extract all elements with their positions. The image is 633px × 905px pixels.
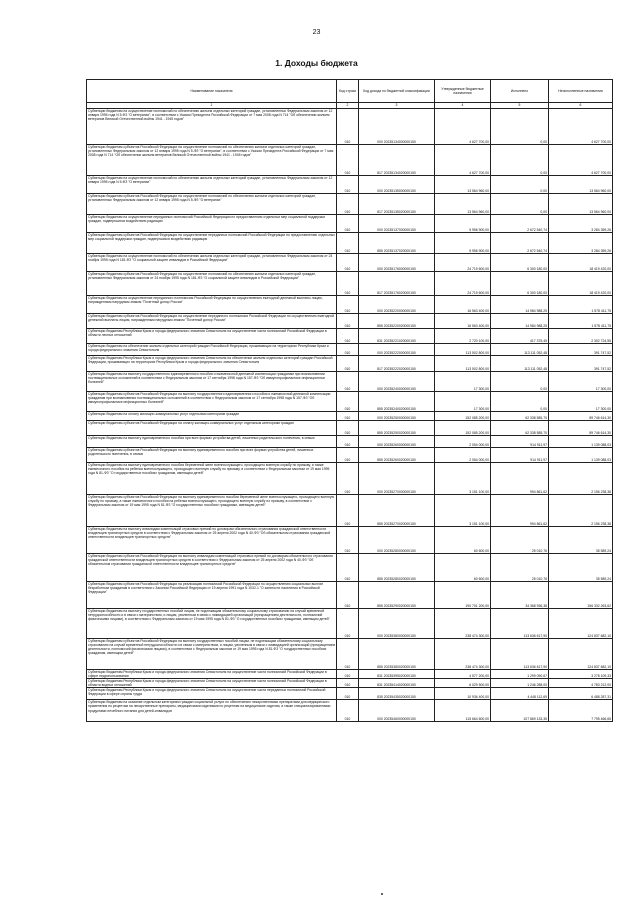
table-row: [87, 527, 613, 554]
row-budget-code: 835 20235435020000150: [359, 688, 435, 700]
row-approved: 13 564 960,00: [435, 176, 491, 194]
row-budget-code: 855 20235250020000150: [359, 421, 435, 436]
row-budget-code: 000 20235270000000150: [359, 463, 435, 495]
row-budget-code: 000 20235176000000150: [359, 254, 435, 272]
row-name: Субвенции бюджетам на осуществление переданного полномочия Российской Федерации по осуществлению ежегодной денежной выплаты лицам, награжденным нагрудным знаком "Почетный донор России": [87, 296, 337, 314]
row-executed: 107 869 133,35: [491, 700, 549, 722]
row-budget-code: 000 20235240000000150: [359, 372, 435, 392]
row-executed: 113 111 052,48: [491, 356, 549, 372]
row-line-code: 010: [337, 679, 359, 688]
row-unexecuted: 17 300,00: [549, 392, 613, 412]
row-line-code: 010: [337, 314, 359, 329]
table-row: [87, 392, 613, 412]
row-approved: 16 563 400,00: [435, 296, 491, 314]
table-row: [87, 194, 613, 215]
row-name: Субвенции бюджетам субъектов Российской Федерации на осуществление полномочий по обеспечению жильем отдельных категорий граждан, установленных Федеральным законом от 12 января 1995 года N 5-ФЗ "О ветеранах", в соответствии с Указом Президента Российской Федерации от 7 мая 2008 года N 714 "Об обеспечении жильем ветеранов Великой Отечественной войны 1941 - 1945 годов": [87, 145, 337, 176]
row-approved: 5 956 900,00: [435, 233, 491, 254]
row-budget-code: 817 20235176020000150: [359, 272, 435, 296]
row-budget-code: 000 20235137000000150: [359, 215, 435, 233]
row-name: Субвенции бюджетам Республики Крым и города федерального значения Севастополя на обеспечение жильем отдельных категорий граждан Российской Федерации, проживающих на территориях Республики Крым и города федерального значения Севастополя: [87, 356, 337, 372]
table-row: [87, 412, 613, 421]
row-unexecuted: 124 837 682,10: [549, 639, 613, 670]
row-line-code: 010: [337, 233, 359, 254]
row-line-code: 010: [337, 344, 359, 356]
table-row: [87, 700, 613, 722]
table-row: [87, 215, 613, 233]
table-row: [87, 272, 613, 296]
row-unexecuted: 4 627 700,00: [549, 145, 613, 176]
row-name: Субвенции бюджетам субъектов Российской Федерации на реализацию полномочий Российской Федерации по осуществлению социальных выплат безработным гражданам в соответствии с Законом Российской Федерации от 19 апреля 1991 года N 1032-1 "О занятости населения в Российской Федерации": [87, 582, 337, 609]
row-executed: 113 636 617,90: [491, 609, 549, 639]
row-name: Субвенции бюджетам субъектов Российской Федерации на выплату единовременного пособия при всех формах устройства детей, лишенных родительского попечения, в семью: [87, 448, 337, 463]
row-line-code: 010: [337, 272, 359, 296]
row-approved: 113 502 800,00: [435, 344, 491, 356]
row-budget-code: 000 20235135000000150: [359, 176, 435, 194]
header-line-code: Код строки: [337, 80, 359, 103]
row-approved: 60 600,00: [435, 527, 491, 554]
header-budget-code: Код дохода по бюджетной классификации: [359, 80, 435, 103]
table-row: [87, 639, 613, 670]
row-line-code: 010: [337, 109, 359, 145]
row-unexecuted: 2 156 238,38: [549, 495, 613, 527]
row-line-code: 010: [337, 412, 359, 421]
column-number: 1: [87, 103, 337, 109]
row-unexecuted: 2 156 238,38: [549, 463, 613, 495]
row-unexecuted: 3 284 359,26: [549, 233, 613, 254]
row-executed: 113 636 617,90: [491, 639, 549, 670]
row-line-code: 010: [337, 448, 359, 463]
row-line-code: 010: [337, 356, 359, 372]
row-line-code: 010: [337, 463, 359, 495]
row-budget-code: 831 20235414020000150: [359, 679, 435, 688]
table-row: [87, 582, 613, 609]
row-approved: 13 564 960,00: [435, 194, 491, 215]
table-row: [87, 314, 613, 329]
table-row: [87, 233, 613, 254]
column-number: 2: [337, 103, 359, 109]
row-approved: 6 029 500,00: [435, 679, 491, 688]
row-unexecuted: 89 746 614,30: [549, 412, 613, 421]
row-name: Субвенции бюджетам на обеспечение жильем отдельных категорий граждан Российской Федерации, проживающих на территориях Республики Крым и города федерального значения Севастополя: [87, 344, 337, 356]
row-unexecuted: 2 302 724,55: [549, 329, 613, 344]
row-unexecuted: 3 278 109,33: [549, 670, 613, 679]
row-executed: 14 984 988,25: [491, 314, 549, 329]
row-executed: 417 375,45: [491, 329, 549, 344]
row-executed: 14 984 988,25: [491, 296, 549, 314]
row-name: Субвенции бюджетам Республики Крым и города федерального значения Севастополя на осуществление части полномочий Российской Федерации в области водных отношений: [87, 679, 337, 688]
row-name: Субвенции бюджетам на выплату единовременного пособия беременной жене военнослужащего, проходящего военную службу по призыву, а также ежемесячного пособия на ребенка военнослужащего, проходящего военную службу по призыву, в соответствии с Федеральным законом от 19 мая 1995 года N 81-ФЗ "О государственных пособиях гражданам, имеющим детей": [87, 463, 337, 495]
row-unexecuted: 391 747,52: [549, 356, 613, 372]
row-name: Субвенции бюджетам Республики Крым и города федерального значения Севастополя на осуществление части переданных полномочий Российской Федерации в сфере охраны труда: [87, 688, 337, 700]
row-unexecuted: 13 564 960,00: [549, 176, 613, 194]
row-name: Субвенции бюджетам на осуществление полномочий по обеспечению жильем отдельных категорий граждан, установленных Федеральным законом от 12 января 1995 года N 5-ФЗ "О ветеранах": [87, 176, 337, 194]
row-executed: 994 861,62: [491, 463, 549, 495]
row-approved: 238 474 300,00: [435, 609, 491, 639]
row-executed: 1 299 090,67: [491, 670, 549, 679]
row-unexecuted: 4 783 212,00: [549, 679, 613, 688]
row-line-code: 010: [337, 495, 359, 527]
row-executed: 6 300 180,00: [491, 272, 549, 296]
row-name: Субвенции бюджетам субъектов Российской Федерации на выплату инвалидам компенсаций страховых премий по договорам обязательного страхования гражданской ответственности владельцев транспортных средств в соответствии с Федеральным законом от 25 апреля 2002 года N 40-ФЗ "Об обязательном страховании гражданской ответственности владельцев транспортных средств": [87, 554, 337, 582]
row-line-code: 010: [337, 609, 359, 639]
table-row: [87, 109, 613, 145]
row-budget-code: 855 20235240020000150: [359, 392, 435, 412]
row-line-code: 010: [337, 145, 359, 176]
row-executed: 4 448 112,69: [491, 688, 549, 700]
page-number: 23: [312, 29, 321, 36]
row-unexecuted: 3 284 359,26: [549, 215, 613, 233]
row-executed: 0,00: [491, 372, 549, 392]
row-line-code: 010: [337, 582, 359, 609]
budget-income-table: [86, 79, 613, 722]
row-executed: 914 911,97: [491, 448, 549, 463]
row-unexecuted: 124 837 682,10: [549, 609, 613, 639]
table-row: [87, 145, 613, 176]
row-name: Субвенции бюджетам на оплату жилищно-коммунальных услуг отдельным категориям граждан: [87, 412, 337, 421]
header-unexecuted: Неисполненные назначения: [549, 80, 613, 103]
table-row: [87, 495, 613, 527]
row-name: Субвенции бюджетам на выплату государственных пособий лицам, не подлежащим обязательному социальному страхованию на случай временной нетрудоспособности и в связи с материнством, и лицам, уволенным в связи с ликвидацией организаций (прекращением деятельности, полномочий физическими лицами), в соответствии с Федеральным законом от 19 мая 1995 года N 81-ФЗ "О государственных пособиях гражданам, имеющим детей": [87, 609, 337, 639]
row-name: Субвенции бюджетам субъектов Российской Федерации на оплату жилищно-коммунальных услуг отдельным категориям граждан: [87, 421, 337, 436]
row-executed: 25 010,76: [491, 527, 549, 554]
row-budget-code: 000 20235222000000150: [359, 344, 435, 356]
row-name: Субвенции бюджетам на оказание отдельным категориям граждан социальной услуги по обеспечению лекарственными препаратами для медицинского применения по рецептам на лекарственные препараты, медицинскими изделиями по рецептам на медицинские изделия, а также специализированными продуктами лечебного питания для детей-инвалидов: [87, 700, 337, 722]
table-row: [87, 670, 613, 679]
row-executed: 0,00: [491, 194, 549, 215]
row-budget-code: 855 20235280020000150: [359, 554, 435, 582]
row-executed: 2 672 540,74: [491, 233, 549, 254]
table-row: [87, 254, 613, 272]
row-approved: 10 936 400,00: [435, 688, 491, 700]
row-approved: 24 719 600,00: [435, 272, 491, 296]
row-line-code: 010: [337, 254, 359, 272]
row-name: Субвенции бюджетам субъектов Российской Федерации на осуществление переданного полномочия Российской Федерации по осуществлению ежегодной денежной выплаты лицам, награжденным нагрудным знаком "Почетный донор России": [87, 314, 337, 329]
table-row: [87, 176, 613, 194]
table-row: [87, 448, 613, 463]
row-approved: 113 502 800,00: [435, 356, 491, 372]
header-executed: Исполнено: [491, 80, 549, 103]
row-name: Субвенции бюджетам субъектов Российской Федерации на осуществление переданных полномочий Российской Федерации по предоставлению отдельных мер социальной поддержки граждан, подвергшихся воздействию радиации: [87, 233, 337, 254]
row-approved: 115 664 600,00: [435, 700, 491, 722]
row-executed: 1 246 288,00: [491, 679, 549, 688]
row-unexecuted: 391 747,52: [549, 344, 613, 356]
row-line-code: 010: [337, 176, 359, 194]
table-row: [87, 421, 613, 436]
table-row: [87, 372, 613, 392]
row-approved: 24 719 600,00: [435, 254, 491, 272]
row-executed: 62 338 585,70: [491, 412, 549, 421]
row-name: Субвенции бюджетам субъектов Российской Федерации на выплату государственных пособий лицам, не подлежащим обязательному социальному страхованию на случай временной нетрудоспособности и в связи с материнством, и лицам, уволенным в связи с ликвидацией организаций (прекращением деятельности, полномочий физическими лицами), в соответствии с Федеральным законом от 19 мая 1995 года N 81-ФЗ "О государственных пособиях гражданам, имеющим детей": [87, 639, 337, 670]
row-executed: 0,00: [491, 392, 549, 412]
row-approved: 152 085 200,00: [435, 412, 491, 421]
row-executed: 25 010,76: [491, 554, 549, 582]
row-budget-code: 000 20235220000000150: [359, 296, 435, 314]
row-unexecuted: 6 488 287,31: [549, 688, 613, 700]
row-budget-code: 000 20235380000000150: [359, 609, 435, 639]
scan-mark: [381, 893, 383, 895]
row-executed: 2 672 540,74: [491, 215, 549, 233]
row-approved: 60 600,00: [435, 554, 491, 582]
row-unexecuted: 1 578 411,75: [549, 314, 613, 329]
row-line-code: 010: [337, 527, 359, 554]
row-line-code: 010: [337, 670, 359, 679]
table-row: [87, 609, 613, 639]
table-row: [87, 329, 613, 344]
row-line-code: 010: [337, 329, 359, 344]
row-unexecuted: 1 578 411,75: [549, 296, 613, 314]
row-line-code: 010: [337, 688, 359, 700]
row-executed: 0,00: [491, 109, 549, 145]
header-name: Наименование показателя: [87, 80, 337, 103]
row-unexecuted: 17 300,00: [549, 372, 613, 392]
row-unexecuted: 89 746 614,30: [549, 421, 613, 436]
table-row: [87, 436, 613, 448]
row-approved: 238 474 300,00: [435, 639, 491, 670]
row-unexecuted: 1 139 088,03: [549, 448, 613, 463]
row-name: Субвенции бюджетам на выплату единовременного пособия при всех формах устройства детей, лишенных родительского попечения, в семью: [87, 436, 337, 448]
row-unexecuted: 4 627 700,00: [549, 109, 613, 145]
row-budget-code: 817 20235134020000150: [359, 145, 435, 176]
row-budget-code: 855 20235290020000150: [359, 582, 435, 609]
header-row: [87, 80, 613, 103]
row-budget-code: 000 20235260000000150: [359, 436, 435, 448]
row-budget-code: 000 20235460000000150: [359, 700, 435, 722]
row-line-code: 010: [337, 554, 359, 582]
row-approved: 17 300,00: [435, 392, 491, 412]
row-approved: 3 151 100,00: [435, 463, 491, 495]
row-budget-code: 855 20235270020000150: [359, 495, 435, 527]
row-unexecuted: 35 589,24: [549, 527, 613, 554]
row-budget-code: 855 20235380020000150: [359, 639, 435, 670]
row-executed: 34 368 936,38: [491, 582, 549, 609]
row-unexecuted: 156 332 263,62: [549, 582, 613, 609]
row-executed: 994 861,62: [491, 495, 549, 527]
column-number: 3: [359, 103, 435, 109]
column-number: 4: [435, 103, 491, 109]
row-budget-code: 855 20235137020000150: [359, 233, 435, 254]
row-line-code: 010: [337, 436, 359, 448]
row-line-code: 010: [337, 296, 359, 314]
column-number: 5: [491, 103, 549, 109]
row-unexecuted: 13 564 960,00: [549, 194, 613, 215]
row-approved: 152 085 200,00: [435, 421, 491, 436]
row-approved: 5 956 900,00: [435, 215, 491, 233]
row-budget-code: 855 20235260020000150: [359, 448, 435, 463]
row-approved: 16 563 400,00: [435, 314, 491, 329]
table-row: [87, 679, 613, 688]
row-budget-code: 000 20235134000000150: [359, 109, 435, 145]
row-budget-code: 855 20235220020000150: [359, 314, 435, 329]
row-name: Субвенции бюджетам субъектов Российской Федерации на выплату единовременного пособия беременной жене военнослужащего, проходящего военную службу по призыву, а также ежемесячного пособия на ребенка военнослужащего, проходящего военную службу по призыву, в соответствии с Федеральным законом от 19 мая 1995 года N 81-ФЗ "О государственных пособиях гражданам, имеющим детей": [87, 495, 337, 527]
row-executed: 62 338 585,70: [491, 421, 549, 436]
row-unexecuted: 7 795 466,65: [549, 700, 613, 722]
row-line-code: 010: [337, 372, 359, 392]
row-name: Субвенции бюджетам Республики Крым и города федерального значения Севастополя на осуществление части полномочий Российской Федерации в области лесных отношений: [87, 329, 337, 344]
section-title: 1. Доходы бюджета: [275, 58, 358, 68]
row-unexecuted: 35 589,24: [549, 554, 613, 582]
row-budget-code: 817 20235135020000150: [359, 194, 435, 215]
row-approved: 190 701 200,00: [435, 582, 491, 609]
row-budget-code: 817 20235222020000150: [359, 356, 435, 372]
row-line-code: 010: [337, 421, 359, 436]
row-line-code: 010: [337, 194, 359, 215]
row-budget-code: 831 20235395020000150: [359, 670, 435, 679]
row-line-code: 010: [337, 215, 359, 233]
table-row: [87, 356, 613, 372]
row-approved: 4 577 200,00: [435, 670, 491, 679]
row-executed: 914 911,97: [491, 436, 549, 448]
row-unexecuted: 1 139 088,03: [549, 436, 613, 448]
row-name: Субвенции бюджетам на выплату государственного единовременного пособия и ежемесячной денежной компенсации гражданам при возникновении поствакцинальных осложнений в соответствии с Федеральным законом от 17 сентября 1998 года N 157-ФЗ "Об иммунопрофилактике инфекционных болезней": [87, 372, 337, 392]
row-approved: 17 300,00: [435, 372, 491, 392]
row-line-code: 010: [337, 639, 359, 670]
table-row: [87, 296, 613, 314]
row-budget-code: 000 20235250000000150: [359, 412, 435, 421]
row-approved: 4 627 700,00: [435, 145, 491, 176]
row-approved: 4 627 700,00: [435, 109, 491, 145]
row-line-code: 010: [337, 392, 359, 412]
row-executed: 6 300 180,00: [491, 254, 549, 272]
row-approved: 2 054 000,00: [435, 436, 491, 448]
row-approved: 2 720 100,00: [435, 329, 491, 344]
row-unexecuted: 18 419 420,00: [549, 272, 613, 296]
row-name: Субвенции бюджетам на выплату инвалидам компенсаций страховых премий по договорам обязательного страхования гражданской ответственности владельцев транспортных средств в соответствии с Федеральным законом от 25 апреля 2002 года N 40-ФЗ "Об обязательном страховании гражданской ответственности владельцев транспортных средств": [87, 527, 337, 554]
header-approved: Утвержденные бюджетные назначения: [435, 80, 491, 103]
column-number: 6: [549, 103, 613, 109]
row-line-code: 010: [337, 700, 359, 722]
row-approved: 2 054 000,00: [435, 448, 491, 463]
row-name: Субвенции бюджетам Республики Крым и города федерального значения Севастополя на осуществление части полномочий Российской Федерации в сфере недропользования: [87, 670, 337, 679]
row-name: Субвенции бюджетам субъектов Российской Федерации на осуществление полномочий по обеспечению жильем отдельных категорий граждан, установленных Федеральным законом от 12 января 1995 года N 5-ФЗ "О ветеранах": [87, 194, 337, 215]
row-executed: 0,00: [491, 176, 549, 194]
table-row: [87, 554, 613, 582]
row-unexecuted: 18 419 420,00: [549, 254, 613, 272]
row-budget-code: 000 20235280000000150: [359, 527, 435, 554]
row-name: Субвенции бюджетам на осуществление переданных полномочий Российской Федерации по предоставлению отдельных мер социальной поддержки граждан, подвергшихся воздействию радиации: [87, 215, 337, 233]
table-row: [87, 463, 613, 495]
row-budget-code: 831 20235221020000150: [359, 329, 435, 344]
row-executed: 0,00: [491, 145, 549, 176]
table-body: [87, 109, 613, 722]
row-name: Субвенции бюджетам на осуществление полномочий по обеспечению жильем отдельных категорий граждан, установленных Федеральным законом от 12 января 1995 года N 5-ФЗ "О ветеранах", в соответствии с Указом Президента Российской Федерации от 7 мая 2008 года N 714 "Об обеспечении жильем ветеранов Великой Отечественной войны 1941 - 1945 годов": [87, 109, 337, 145]
row-name: Субвенции бюджетам на осуществление полномочий по обеспечению жильем отдельных категорий граждан, установленных Федеральным законом от 24 ноября 1995 года N 181-ФЗ "О социальной защите инвалидов в Российской Федерации": [87, 254, 337, 272]
row-name: Субвенции бюджетам субъектов Российской Федерации на осуществление полномочий по обеспечению жильем отдельных категорий граждан, установленных Федеральным законом от 24 ноября 1995 года N 181-ФЗ "О социальной защите инвалидов в Российской Федерации": [87, 272, 337, 296]
row-approved: 3 151 100,00: [435, 495, 491, 527]
table-row: [87, 344, 613, 356]
row-executed: 113 111 052,48: [491, 344, 549, 356]
row-name: Субвенции бюджетам субъектов Российской Федерации на выплату государственного единовременного пособия и ежемесячной денежной компенсации гражданам при возникновении поствакцинальных осложнений в соответствии с Федеральным законом от 17 сентября 1998 года N 157-ФЗ "Об иммунопрофилактике инфекционных болезней": [87, 392, 337, 412]
table-row: [87, 688, 613, 700]
